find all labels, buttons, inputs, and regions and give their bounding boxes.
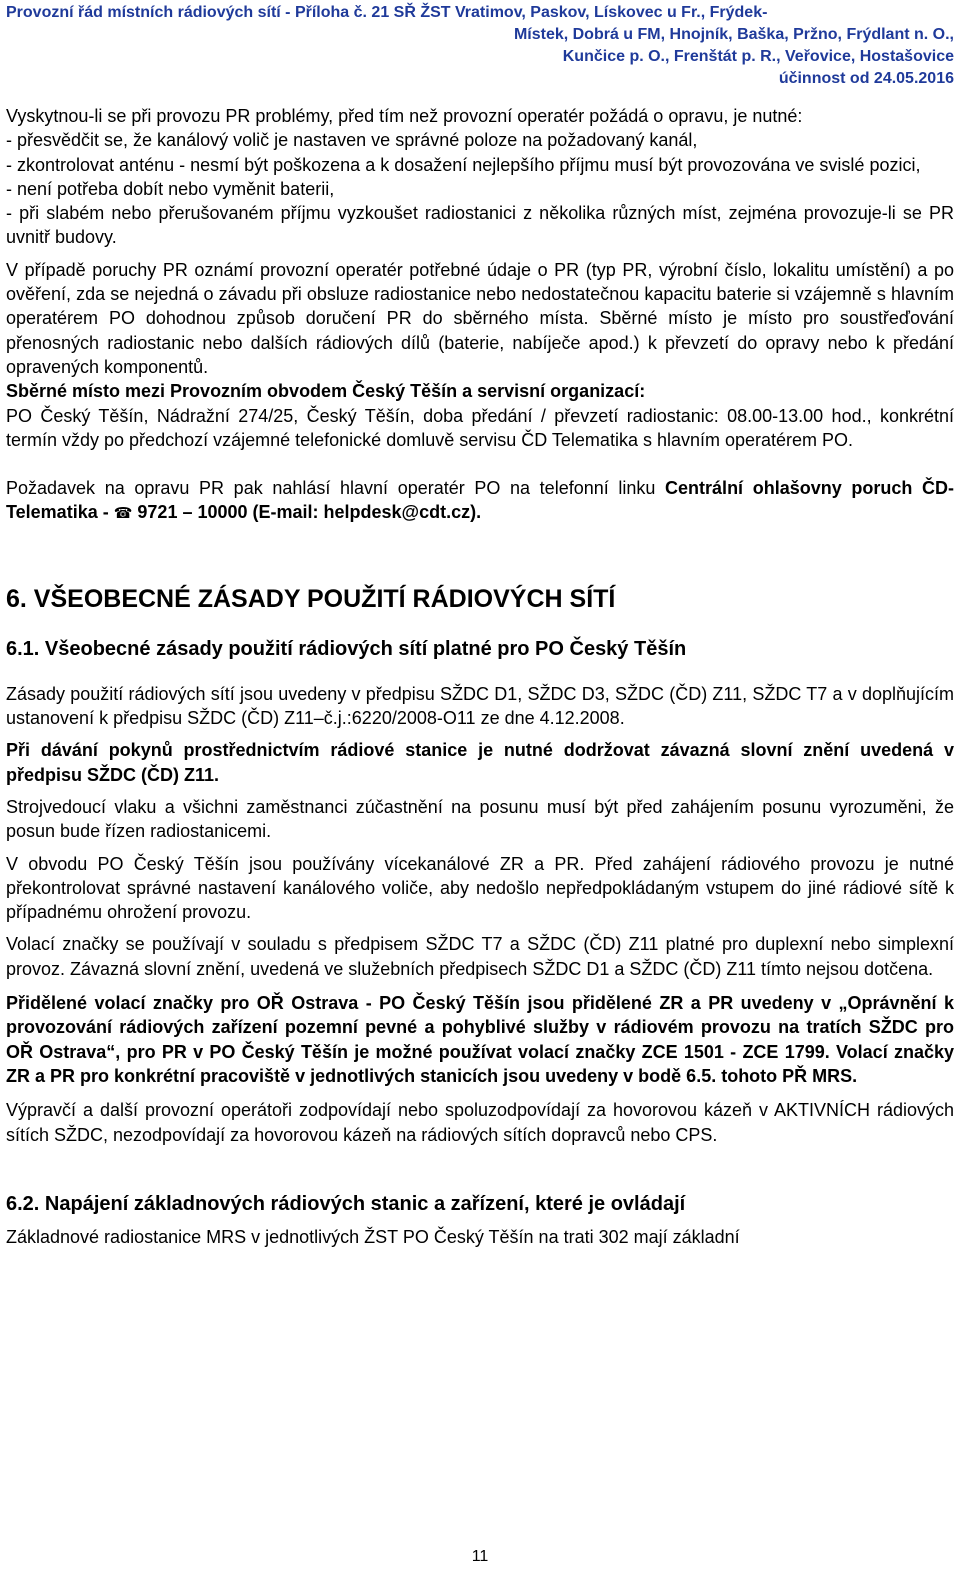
problems-item-1: - přesvědčit se, že kanálový volič je nastaven ve správné poloze na požadovaný kanál, [6, 130, 698, 151]
problems-item-3: - není potřeba dobít nebo vyměnit baterii, [6, 178, 335, 199]
document-body [6, 104, 954, 1249]
page-number: 11 [471, 1548, 489, 1565]
section-6-2-p1: Základnové radiostanice MRS v jednotlivých ŽST PO Český Těšín na trati 302 mají základní [6, 1226, 740, 1247]
header-line-3: Kunčice p. O., Frenštát p. R., Veřovice, Hostašovice [562, 48, 954, 65]
section-6-1-p1: Zásady použití rádiových sítí jsou uvedeny v předpisu SŽDC D1, SŽDC D3, SŽDC (ČD) Z11, SŽDC T7 a v doplňujícím ustanovení k předpisu SŽDC (ČD) Z11–č.j.:6220/2008-O11 ze dne 4.12.2008. [6, 683, 954, 729]
repair-request-text: Požadavek na opravu PR pak nahlásí hlavní operatér PO na telefonní linku [6, 478, 666, 499]
phone-icon: ☎ [113, 504, 133, 523]
document-page [6, 0, 954, 1249]
problems-intro: Vyskytnou-li se při provozu PR problémy, před tím než provozní operatér požádá o opravu, je nutné: [6, 106, 803, 126]
section-6-1-title: 6.1. Všeobecné zásady použití rádiových sítí platné pro PO Český Těšín [6, 637, 687, 660]
header-annex: - Příloha č. 21 SŘ ŽST Vratimov, Paskov, Lískovec u Fr., Frýdek- [280, 4, 768, 21]
header-title: Provozní řád místních rádiových sítí [6, 4, 281, 21]
repair-hotline-name: Centrální ohlašovny poruch ČD-Telematika - [6, 478, 954, 523]
repair-hotline-contact: 9721 – 10000 (E-mail: helpdesk@cdt.cz). [132, 502, 482, 523]
section-6-1-p7: Výpravčí a další provozní operátoři zodpovídají nebo spoluzodpovídají za hovorovou kázeň v AKTIVNÍCH rádiových sítích SŽDC, nezodpovídají za hovorovou kázeň na rádiových sítích dopravců nebo CPS. [6, 1100, 954, 1145]
header-line-1 [6, 2, 954, 24]
repair-request [6, 476, 954, 526]
section-6-1-p3: Strojvedoucí vlaku a všichni zaměstnanci zúčastnění na posunu musí být před zahájením posunu vyrozuměni, že posun bude řízen radiostanicemi. [6, 796, 954, 842]
section-6-title: 6. VŠEOBECNÉ ZÁSADY POUŽITÍ RÁDIOVÝCH SÍTÍ [6, 584, 616, 613]
header-effective-date: účinnost od 24.05.2016 [778, 70, 954, 87]
problems-item-4: - při slabém nebo přerušovaném příjmu vyzkoušet radiostanici z několika různých míst, zejména provozuje-li se PR uvnitř budovy. [6, 203, 954, 248]
fault-paragraph: V případě poruchy PR oznámí provozní operatér potřebné údaje o PR (typ PR, výrobní číslo, lokalitu umístění) a po ověření, zda se nejedná o závadu při obsluze radiostanice nebo nedostatečnou kapacitu baterie si vzájemně s hlavním operatérem PO dohodnou způsob doručení PR do sběrného místa. Sběrné místo je místo pro soustřeďování přenosných radiostanic nebo dalších rádiových dílů (baterie, nabíječe apod.) k převzetí do opravy nebo k předání opravených komponentů. [6, 259, 954, 377]
section-6-1-p6: Přidělené volací značky pro OŘ Ostrava - PO Český Těšín jsou přidělené ZR a PR uvedeny v „Oprávnění k provozování rádiových zařízení pozemní pevné a pohyblivé služby v rádiovém provozu na tratích SŽDC pro OŘ Ostrava“, pro PR v PO Český Těšín je možné používat volací značky ZCE 1501 - ZCE 1799. Volací značky ZR a PR pro konkrétní pracoviště v jednotlivých stanicích jsou uvedeny v bodě 6.5. tohoto PŘ MRS. [6, 993, 954, 1086]
section-6-1-p2: Při dávání pokynů prostřednictvím rádiové stanice je nutné dodržovat závazná slovní znění uvedená v předpisu SŽDC (ČD) Z11. [6, 740, 954, 785]
section-6-1-p5: Volací značky se používají v souladu s předpisem SŽDC T7 a SŽDC (ČD) Z11 platné pro duplexní nebo simplexní provoz. Závazná slovní znění, uvedená ve služebních předpisech SŽDC D1 a SŽDC (ČD) Z11 tímto nejsou dotčena. [6, 934, 954, 979]
collection-text: PO Český Těšín, Nádražní 274/25, Český Těšín, doba předání / převzetí radiostanic: 08.00-13.00 hod., konkrétní termín vždy po předchozí vzájemné telefonické domluvě servisu ČD Telematika s hlavním operatérem PO. [6, 405, 954, 450]
page-header [6, 2, 954, 90]
section-6-1-p4: V obvodu PO Český Těšín jsou používány vícekanálové ZR a PR. Před zahájení rádiového provozu je nutné překontrolovat správné nastavení kanálového voliče, aby nedošlo nepředpokládaným vstupem do jiné rádiové sítě k případnému ohrožení provozu. [6, 853, 954, 923]
problems-item-2: - zkontrolovat anténu - nesmí být poškozena a k dosažení nejlepšího příjmu musí být provozována ve svislé pozici, [6, 154, 921, 175]
header-line-2: Místek, Dobrá u FM, Hnojník, Baška, Pržno, Frýdlant n. O., [513, 26, 954, 43]
collection-heading: Sběrné místo mezi Provozním obvodem Český Těšín a servisní organizací: [6, 381, 646, 402]
section-6-2-title: 6.2. Napájení základnových rádiových stanic a zařízení, které je ovládají [6, 1192, 686, 1215]
